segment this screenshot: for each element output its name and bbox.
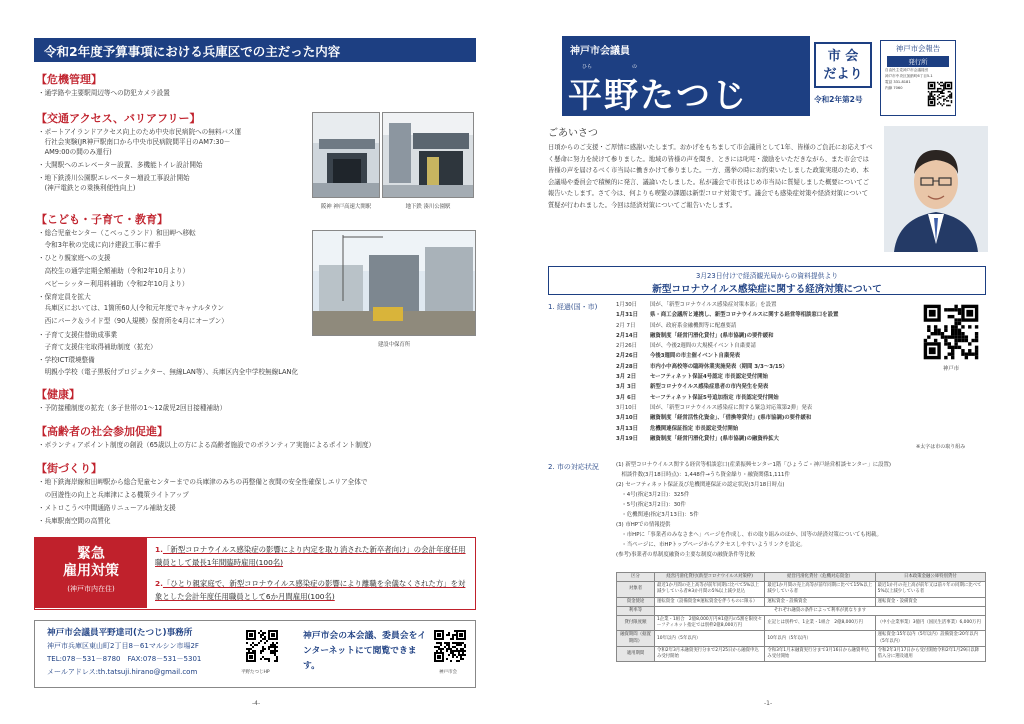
timeline-date: 3月 2日 — [616, 374, 637, 381]
table-cell: 最近1か月間の売上高等が前年同期に比べて5%以上減少している者※3か月間の5%以上減少見込 — [655, 582, 765, 597]
emergency-employment-box — [34, 537, 476, 610]
emergency-item-1 — [155, 543, 471, 569]
ruby-text: ひら — [582, 64, 593, 70]
qr-label: 平野たつじHP — [241, 670, 270, 675]
timeline-date: 1月31日 — [616, 312, 639, 319]
office-info — [47, 627, 201, 679]
emergency-item-2 — [155, 577, 471, 603]
table-row-label: 適用期間 — [617, 646, 655, 661]
station-photo-daikai — [312, 112, 380, 198]
children-item: ・学校ICT環境整備 — [38, 356, 95, 364]
children-item: 子育て支援住宅取得補助制度（拡充） — [38, 343, 157, 351]
timeline-row — [616, 413, 916, 423]
response-line: (1) 新型コロナウイルス関する経営等相談窓口(産業振興センター1階「ひょうご・神戸経営相談センター」に設置) — [616, 462, 891, 468]
table-cell: 最近1か月の売上高が前年又は前々年の同期に比べて5%以上減少している者 — [875, 582, 985, 597]
children-item: 高校生の通学定期全額補助（令和2年10月より） — [38, 267, 190, 275]
bold-note: ※太字は市の取り組み — [916, 444, 966, 450]
photo-caption: 地下鉄 湊川公園駅 — [405, 204, 451, 210]
timeline-text: 国が、「新型コロナウイルス感染症に関する緊急対応策第2弾」発表 — [650, 404, 813, 411]
timeline-date: 1月30日 — [616, 302, 638, 308]
timeline-date: 3月 3日 — [616, 384, 637, 391]
town-item: の回遊性の向上と兵庫津による機策ライトアップ — [38, 491, 189, 499]
table-cell: 最近1か月間の売上高等が前年同期に比べて15%以上減少している者 — [765, 582, 875, 597]
timeline-row — [616, 434, 916, 444]
banner-line1: 3月23日付けで経済観光局からの資料提供より — [695, 272, 839, 280]
office-address: 神戸市兵庫区東山町2丁目8－61マルシン市場2F — [47, 642, 199, 650]
table-cell: それぞれ融資の条件によって利率が異なります — [655, 606, 986, 615]
table-row-label: 対象者 — [617, 582, 655, 597]
section-title-transport: 【交通アクセス、バリアフリー】 — [36, 112, 201, 125]
greeting-title: ごあいさつ — [548, 128, 598, 139]
transport-item: ・ポートアイランドアクセス向上のため中央市民病院への無料バス運 — [38, 128, 242, 136]
transport-item: AM9:00の間のみ運行) — [38, 148, 112, 156]
children-item: ・保育定員を拡大 — [38, 293, 91, 301]
response-list — [616, 460, 986, 560]
timeline-date: 3月 6日 — [616, 394, 637, 401]
emergency-title-line1: 緊急 — [77, 546, 105, 562]
banner-line2: 新型コロナウイルス感染症に関する経済対策について — [652, 284, 882, 295]
table-row — [617, 582, 986, 597]
left-page-header: 令和2年度予算事項における兵庫区での主だった内容 — [34, 38, 476, 62]
ruby-text: の — [632, 64, 638, 70]
children-item: 兵庫区においては、1箇所60人(令和元年度でキャナルタウン — [38, 304, 225, 312]
publisher-line: 神戸市中央区加納町6丁目5-1 — [885, 74, 933, 78]
section-title-health: 【健康】 — [36, 388, 80, 401]
shikai-label — [814, 42, 872, 88]
emergency-item-num: 1. — [155, 545, 163, 554]
photo-caption: 建設中保育所 — [377, 342, 411, 348]
children-item: 明親小学校（電子黒板付プロジェクター、無線LAN等）、兵庫区内全中学校無線LAN化 — [38, 368, 299, 376]
elderly-item: ・ボランティアポイント制度の創設（65歳以上の方による高齢者施設でのボランティア実施によるポイント制度） — [38, 441, 376, 449]
publisher-line: 自由民主党神戸市会議員団 — [885, 68, 929, 72]
table-row-label: 利率等 — [617, 606, 655, 615]
photo-caption: 阪神 神戸高速大開駅 — [320, 204, 372, 210]
portrait-photo — [884, 126, 988, 252]
emergency-item-num: 2. — [155, 579, 163, 588]
masthead — [562, 36, 956, 116]
timeline-date: 3月19日 — [616, 435, 639, 442]
timeline-row — [616, 372, 916, 382]
timeline-date: 3月10日 — [616, 404, 638, 411]
timeline-text: 国が、政府系金融機関等に配慮要請 — [650, 322, 737, 329]
table-cell: （中小企業事業）3億円（国民生活事業）6,000万円 — [875, 616, 985, 631]
table-header-cell: 日本政策金融公庫特別貸付 — [875, 573, 985, 582]
section-title-children: 【こども・子育て・教育】 — [36, 213, 168, 226]
crisis-item: ・通学路や主要駅周辺等への防犯カメラ設置 — [38, 89, 170, 97]
timeline-text: 県・商工会議所と連携し、新型コロナウイルスに関する経営等相談窓口を設置 — [650, 312, 839, 319]
table-row — [617, 646, 986, 661]
timeline-row — [616, 331, 916, 341]
table-cell: 運転資金:15年以内（5年以内）設備資金:20年以内（5年以内） — [875, 631, 985, 646]
publisher-line: 内線 7060 — [885, 86, 903, 90]
table-cell: 1企業・1組合 2億8,000万円※1億円の5割を限度セーフティネット指定では別枠2億8,000万円 — [655, 616, 765, 631]
response-line: 相談件数(3月18日時点)：1,448件→うち資金繰り・融資関係1,111件 — [616, 472, 790, 478]
timeline-row — [616, 321, 916, 331]
table-row — [617, 631, 986, 646]
timeline-row — [616, 362, 916, 372]
table-cell: 令和3年1月末融資実行分まで3月16日から融資申込み受付開始 — [765, 646, 875, 661]
internet-notice: 神戸市会の本会議、委員会をインターネットにて閲覧できます。 — [303, 631, 427, 671]
qr-label: 神戸市会 — [439, 670, 457, 675]
report-title: 神戸市会報告 — [895, 44, 941, 53]
response-line: (参考)事業者の県制度融資の主要な制度の融資条件等比較 — [616, 552, 755, 558]
timeline-text: 市内小中高校等の臨時休業実施発表（期間 3/3～3/15） — [650, 363, 788, 370]
emergency-item-text: 「新型コロナウイルス感染症の影響により内定を取り消された新卒者向け」の会計年度任用職員として最長1年間臨時雇用(100名) — [155, 545, 466, 567]
table-cell: 令和2年3月17日から受付開始令和2年1月29日以降借入分に遡及適用 — [875, 646, 985, 661]
masthead-subtitle: 神戸市会議員 — [570, 46, 630, 57]
office-footer — [34, 620, 476, 688]
table-header-cell: 区分 — [617, 573, 655, 582]
children-item: 西にパーク＆ライド型（90人規模）保育所を4月にオープン） — [38, 317, 228, 325]
town-item: ・地下鉄海岸線和田岬駅から総合児童センターまでの兵庫津のみちの再整備と夜間の安全性確保しエリア全体で — [38, 478, 368, 486]
table-cell: 左記とは別枠で、1企業・1組合 2億8,000万円 — [765, 616, 875, 631]
transport-item: (神戸電鉄との乗換利便性向上) — [38, 184, 136, 192]
table-row-label: 貸付限度額 — [617, 616, 655, 631]
children-item: ・ひとり親家庭への支援 — [38, 254, 111, 262]
table-header-cell: 経営円滑化貸付(新型コロナウイルス対策枠) — [655, 573, 765, 582]
section-title-town: 【街づくり】 — [36, 462, 102, 475]
timeline-row — [616, 310, 916, 320]
publisher-line: 電話 331-8181 — [885, 80, 911, 84]
timeline-text: 融資制度「経営活性化資金」、「借換等貸付」(県市協調)の要件緩和 — [650, 415, 812, 422]
page-number: -4- — [252, 700, 261, 707]
table-header-row — [617, 573, 986, 582]
response-line: ・市HPに「事業者のみなさまへ」ページを作成し、市の取り組みのほか、国等の経済対策についても掲載。 — [616, 532, 882, 538]
timeline-date: 3月10日 — [616, 415, 639, 422]
timeline-row — [616, 341, 916, 351]
timeline-row — [616, 300, 916, 310]
response-line: ・当ページに、市HPトップページからアクセスしやすいようリンクを設定。 — [616, 542, 806, 548]
office-email[interactable]: メールアドレス:th.tatsuji.hirano@gmail.com — [47, 668, 198, 676]
timeline-date: 2月26日 — [616, 343, 638, 350]
masthead-name: 平野たつじ — [568, 76, 748, 116]
timeline-row — [616, 424, 916, 434]
table-header-cell: 経営円滑化貸付（危機対応資金） — [765, 573, 875, 582]
table-cell: 10年以内（5年以内） — [765, 631, 875, 646]
table-cell: 運転資金（設備資金※運転資金を伴うものに限る） — [655, 597, 765, 606]
office-title: 神戸市会議員平野達司(たつじ)事務所 — [47, 628, 193, 638]
table-cell: 10年以内（5年以内） — [655, 631, 765, 646]
table-row — [617, 616, 986, 631]
emergency-title — [35, 546, 147, 580]
timeline-text: セーフティネット保証5号追加指定 市長認定受付開始 — [650, 394, 779, 401]
emergency-label — [35, 538, 147, 608]
timeline-text: 新型コロナウイルス感染症患者の市内発生を発表 — [650, 384, 769, 391]
children-item: ・子育て支援住替助成事業 — [38, 331, 118, 339]
qr-code-city-council[interactable] — [433, 629, 467, 663]
timeline-text: 国が、「新型コロナウイルス感染症対策本部」を設置 — [650, 302, 777, 308]
table-row — [617, 606, 986, 615]
timeline-text: 融資制度「経営円滑化貸付」(県市協調)の要件緩和 — [650, 332, 774, 339]
section-title-elderly: 【高齢者の社会参加促進】 — [36, 425, 168, 438]
qr-code-report[interactable] — [927, 81, 953, 107]
page-number: -1- — [764, 700, 773, 707]
qr-code-homepage[interactable] — [245, 629, 279, 663]
town-item: ・メトロこうべ中間通路リニューアル補助支援 — [38, 504, 176, 512]
shikai-label-top: 市 会 — [827, 49, 859, 64]
timeline-row — [616, 351, 916, 361]
construction-photo — [312, 230, 476, 336]
station-photo-minatogawa — [382, 112, 474, 198]
qr-code-kobe[interactable] — [922, 303, 980, 365]
publisher-info — [885, 67, 933, 91]
response-line: (3) 市HPでの情報提供 — [616, 522, 671, 528]
timeline-date: 2月26日 — [616, 353, 639, 360]
timeline-date: 2月 7日 — [616, 322, 636, 329]
timeline-row — [616, 393, 916, 403]
town-item: ・兵庫駅南空間の高質化 — [38, 517, 111, 525]
children-item: ベビーシッター利用料補助（令和2年10月より） — [38, 280, 189, 288]
response-line: ・危機関連(指定3月13日)：5件 — [616, 512, 699, 518]
masthead-title-block — [562, 36, 810, 116]
table-row — [617, 597, 986, 606]
emergency-item-text: 「ひとり親家庭で、新型コロナウイルス感染症の影響により離職を余儀なくされた方」を対象とした会計年度任用職員として6か月間雇用(100名) — [155, 579, 466, 601]
economic-measures-banner — [548, 266, 986, 295]
qr-label: 神戸市 — [942, 366, 960, 372]
timeline-text: 今後3週間の市主催イベント自粛発表 — [650, 353, 741, 360]
table-row-label: 融資期間（据置期間） — [617, 631, 655, 646]
office-phone: TEL:078－531－8780 FAX:078－531－5301 — [47, 655, 202, 663]
timeline-row — [616, 382, 916, 392]
transport-item: 行社会実験(JR神戸駅南口から中央市民病院間平日のAM7:30－ — [38, 138, 231, 146]
timeline-text: 危機関連保証指定 市長認定受付開始 — [650, 425, 739, 432]
table-cell: 運転資金・設備資金 — [765, 597, 875, 606]
timeline-text: 融資制度「経営円滑化貸付」(県市協調)の融資枠拡大 — [650, 435, 779, 442]
section-label-response: 2. 市の対応状況 — [548, 463, 599, 471]
section-title-crisis: 【危機管理】 — [36, 73, 102, 86]
response-line: ・4号(指定3月2日)：325件 — [616, 492, 690, 498]
publisher-label: 発行所 — [887, 56, 949, 67]
children-item: 令和3年秋の完成に向け建設工事に着手 — [38, 241, 161, 249]
table-cell: 運転資金・設備資金 — [875, 597, 985, 606]
children-item: ・総合児童センター（こべっこランド）和田岬へ移転 — [38, 229, 196, 237]
transport-item: ・大開駅へのエレベーター設置、多機能トイレ設計開始 — [38, 161, 203, 169]
shikai-label-bottom: だより — [823, 67, 863, 82]
issue-number: 令和2年第2号 — [814, 95, 863, 104]
greeting-body: 日頃からのご支援・ご厚情に感謝いたします。おかげをもちまして市会議員として1年、皆様のご負託にお応えすべく懸命に努力を続けて参りました。地域の皆様の声を聞き、ときには叱咤・激励をいただきながら、また市会では皆様の声を届けるべく市当局に働きかけて参りました。一方、選挙の時にお約束いたしました政策実現のため、本会議場や委員会で積極的に発言、議論いたしました。私が議会で市長はじめ市当局に質疑しました概要についてご報告いたします。さて今は、何よりも喫緊の課題は新型コロナ対策です。議会でも感染症対策や経済対策について質疑が行われました。今回は経済対策についてご報告いたします。 — [548, 144, 873, 209]
health-item: ・予防接種制度の拡充（多子世帯の1～12歳児2回目接種補助） — [38, 404, 227, 412]
timeline-date: 3月13日 — [616, 425, 639, 432]
table-cell: 令和2年3月末融資実行分まで2月25日から融資申込み受付開始 — [655, 646, 765, 661]
report-box — [880, 40, 956, 116]
timeline-text: 国が、今後2週間の大規模イベント自粛要請 — [650, 343, 756, 350]
emergency-title-line2: 雇用対策 — [63, 563, 119, 579]
timeline-date: 2月14日 — [616, 332, 639, 339]
transport-item: ・地下鉄湊川公園駅エレベーター増設工事設計開始 — [38, 174, 190, 182]
table-row-label: 資金使途 — [617, 597, 655, 606]
timeline-list — [616, 300, 916, 444]
timeline-row — [616, 403, 916, 413]
response-line: (2) セーフティネット保証及び危機関連保証の認定状況(3月18日時点) — [616, 482, 785, 488]
loan-comparison-table — [616, 572, 986, 662]
timeline-text: セーフティネット保証4号認定 市長認定受付開始 — [650, 374, 768, 381]
response-line: ・5号(指定3月2日)：30件 — [616, 502, 686, 508]
timeline-date: 2月28日 — [616, 363, 639, 370]
emergency-subtitle: (神戸市内在住) — [67, 585, 115, 593]
section-label-progress: 1. 経過(国・市) — [548, 303, 598, 311]
